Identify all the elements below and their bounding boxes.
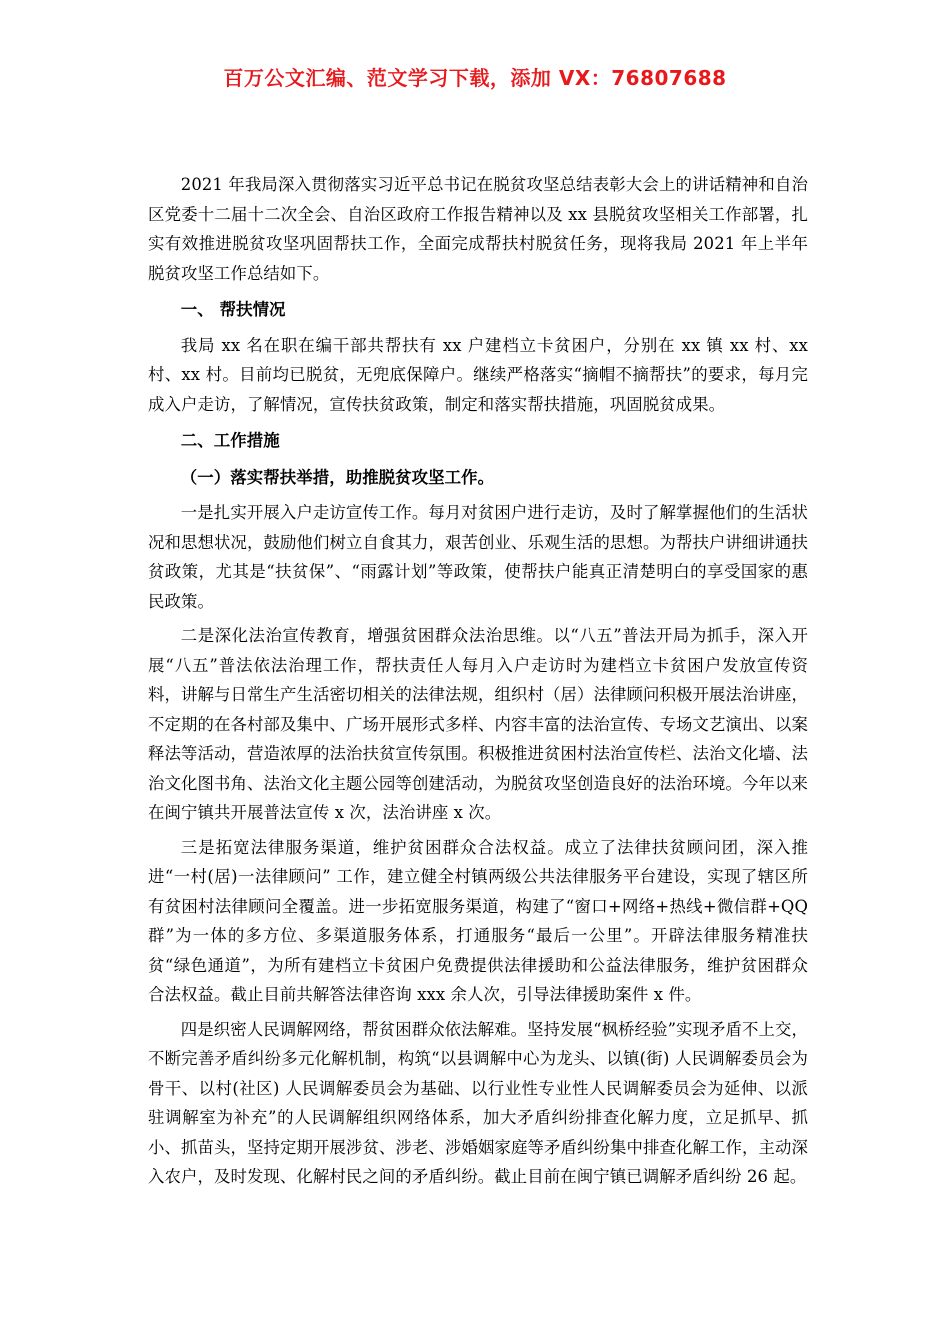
heading-section-2: 二、工作措施 xyxy=(180,431,280,450)
document-body xyxy=(148,170,808,1197)
paragraph-3: 二是深化法治宣传教育，增强贫困群众法治思维。以“八五”普法开局为抓手，深入开展“八五”普法依法治理工作，帮扶责任人每月入户走访时为建档立卡贫困户发放宣传资料，讲解与日常生产生活密切相关的法律法规，组织村（居）法律顾问积极开展法治讲座，不定期的在各村部及集中、广场开展形式多样、内容丰富的法治宣传、专场文艺演出、以案释法等活动，营造浓厚的法治扶贫宣传氛围。积极推进贫困村法治宣传栏、法治文化墙、法治文化图书角、法治文化主题公园等创建活动，为脱贫攻坚创造良好的法治环境。今年以来在闽宁镇共开展普法宣传 x 次，法治讲座 x 次。 xyxy=(148,626,808,822)
paragraph-1: 我局 xx 名在职在编干部共帮扶有 xx 户建档立卡贫困户，分别在 xx 镇 xx 村、xx 村、xx 村。目前均已脱贫，无兜底保障户。继续严格落实“摘帽不摘帮扶”的要求，每月完成入户走访，了解情况，宣传扶贫政策，制定和落实帮扶措施，巩固脱贫成果。 xyxy=(148,335,808,414)
heading-section-2-1: （一）落实帮扶举措，助推脱贫攻坚工作。 xyxy=(180,467,495,487)
paragraph-5: 四是织密人民调解网络，帮贫困群众依法解难。坚持发展“枫桥经验”实现矛盾不上交，不断完善矛盾纠纷多元化解机制，构筑“以县调解中心为龙头、以镇(街) 人民调解委员会为骨干、以村(社区) 人民调解委员会为基础、以行业性专业性人民调解委员会为延伸、以派驻调解室为补充”的人民调解组织网络体系，加大矛盾纠纷排查化解力度，立足抓早、抓小、抓苗头，坚持定期开展涉贫、涉老、涉婚姻家庭等矛盾纠纷集中排查化解工作，主动深入农户，及时发现、化解村民之间的矛盾纠纷。截止目前在闽宁镇已调解矛盾纠纷 26 起。 xyxy=(148,1019,808,1186)
paragraph-2: 一是扎实开展入户走访宣传工作。每月对贫困户进行走访，及时了解掌握他们的生活状况和思想状况，鼓励他们树立自食其力，艰苦创业、乐观生活的思想。为帮扶户讲细讲通扶贫政策，尤其是“扶贫保”、“雨露计划”等政策，使帮扶户能真正清楚明白的享受国家的惠民政策。 xyxy=(148,503,808,611)
paragraph-4: 三是拓宽法律服务渠道，维护贫困群众合法权益。成立了法律扶贫顾问团，深入推进“一村(居)一法律顾问” 工作，建立健全村镇两级公共法律服务平台建设，实现了辖区所有贫困村法律顾问全覆盖。进一步拓宽服务渠道，构建了“窗口+网络+热线+微信群+QQ 群”为一体的多方位、多渠道服务体系，打通服务“最后一公里”。开辟法律服务精准扶贫“绿色通道”，为所有建档立卡贫困户免费提供法律援助和公益法律服务，维护贫困群众合法权益。截止目前共解答法律咨询 xxx 余人次，引导法律援助案件 x 件。 xyxy=(148,837,808,1004)
watermark-text: 百万公文汇编、范文学习下载，添加 VX：76807688 xyxy=(223,66,727,90)
heading-section-1: 一、 帮扶情况 xyxy=(180,300,286,319)
paragraph-intro: 2021 年我局深入贯彻落实习近平总书记在脱贫攻坚总结表彰大会上的讲话精神和自治区党委十二届十二次全会、自治区政府工作报告精神以及 xx 县脱贫攻坚相关工作部署，扎实有效推进脱贫攻坚巩固帮扶工作，全面完成帮扶村脱贫任务，现将我局 2021 年上半年脱贫攻坚工作总结如下。 xyxy=(148,175,808,283)
